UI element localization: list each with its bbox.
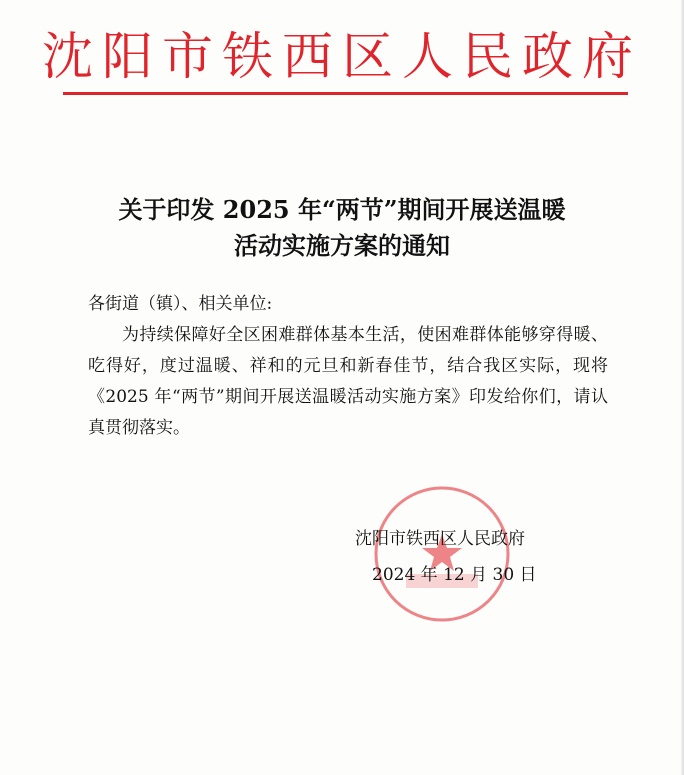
signature-organization: 沈阳市铁西区人民政府 xyxy=(355,529,525,549)
signature-date: 2024 年 12 月 30 日 xyxy=(372,565,537,585)
masthead-title: 沈阳市铁西区人民政府 xyxy=(41,28,642,87)
addressee: 各街道（镇）、相关单位: xyxy=(88,294,273,314)
document-title xyxy=(0,192,684,264)
title-line-1: 关于印发 2025 年“两节”期间开展送温暖 xyxy=(118,195,566,224)
body-paragraph: 为持续保障好全区困难群体基本生活，使困难群体能够穿得暖、吃得好，度过温暖、祥和的元旦和新春佳节，结合我区实际，现将《2025 年“两节”期间开展送温暖活动实施方案》印发给你们，请认真贯彻落实。 xyxy=(88,325,608,438)
masthead-red-rule xyxy=(63,92,628,95)
title-line-2: 活动实施方案的通知 xyxy=(234,231,450,260)
